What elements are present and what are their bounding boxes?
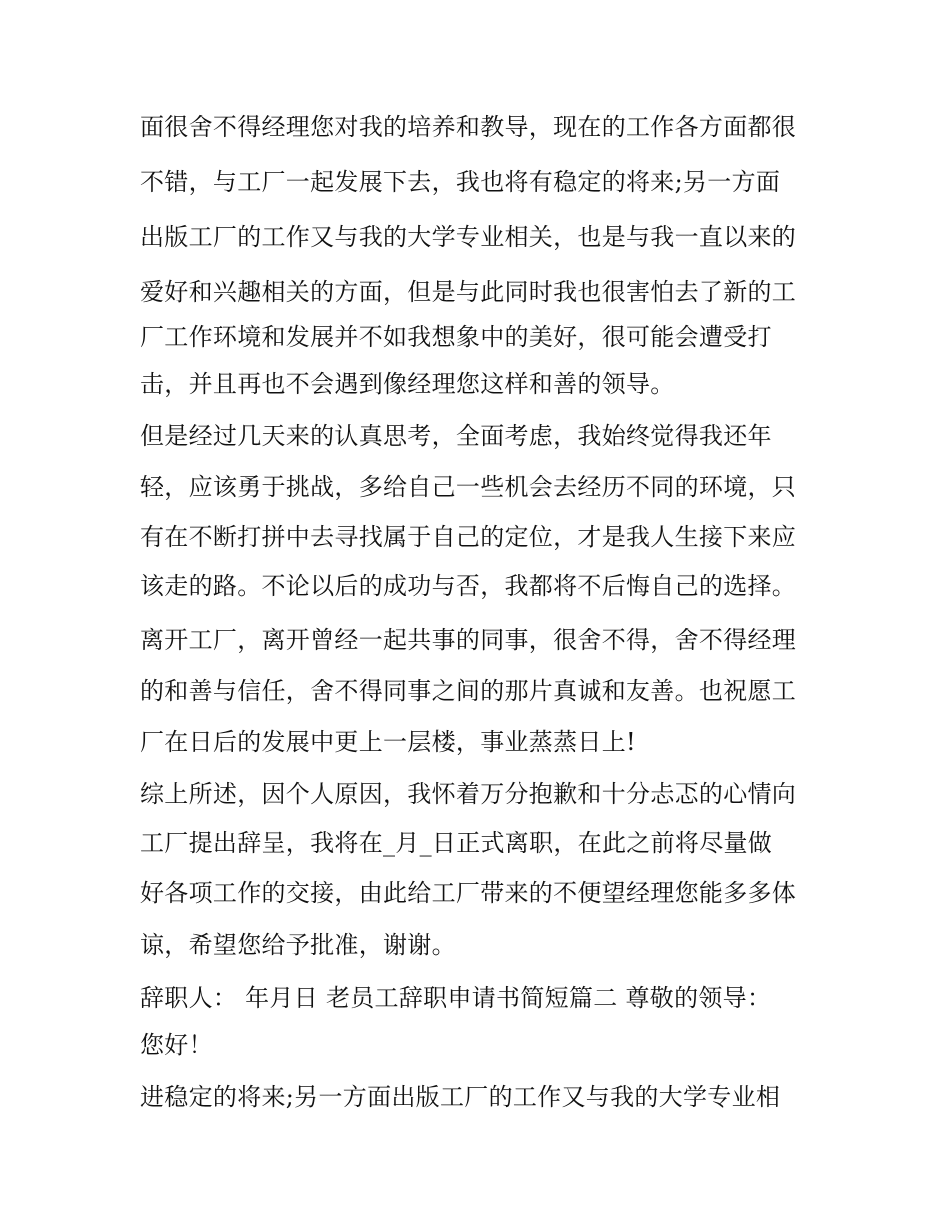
text-line-20: 进稳定的将来;另一方面出版工厂的工作又与我的大学专业相 — [140, 1083, 781, 1111]
text-line-11: 离开工厂，离开曾经一起共事的同事，很舍不得，舍不得经理 — [140, 626, 797, 654]
text-line-3: 出版工厂的工作又与我的大学专业相关，也是与我一直以来的 — [140, 223, 797, 251]
text-line-2: 不错，与工厂一起发展下去，我也将有稳定的将来;另一方面 — [140, 168, 781, 196]
text-line-16: 好各项工作的交接，由此给工厂带来的不便望经理您能多多体 — [140, 879, 797, 907]
text-line-6: 击，并且再也不会遇到像经理您这样和善的领导。 — [140, 370, 675, 398]
text-line-4: 爱好和兴趣相关的方面，但是与此同时我也很害怕去了新的工 — [140, 278, 797, 306]
text-line-18: 辞职人： 年月日 老员工辞职申请书简短篇二 尊敬的领导： — [140, 984, 772, 1012]
text-line-5: 厂工作环境和发展并不如我想象中的美好，很可能会遭受打 — [140, 323, 772, 351]
text-line-13: 厂在日后的发展中更上一层楼，事业蒸蒸日上! — [140, 728, 636, 756]
text-line-19: 您好！ — [140, 1031, 213, 1059]
text-line-1: 面很舍不得经理您对我的培养和教导，现在的工作各方面都很 — [140, 113, 797, 141]
text-line-8: 轻，应该勇于挑战，多给自己一些机会去经历不同的环境，只 — [140, 473, 797, 501]
text-line-14: 综上所述，因个人原因，我怀着万分抱歉和十分忐忑的心情向 — [140, 780, 797, 808]
text-line-10: 该走的路。不论以后的成功与否，我都将不后悔自己的选择。 — [140, 572, 797, 600]
text-line-15: 工厂提出辞呈，我将在_月_日正式离职，在此之前将尽量做 — [140, 829, 773, 857]
text-line-12: 的和善与信任，舍不得同事之间的那片真诚和友善。也祝愿工 — [140, 677, 797, 705]
text-line-9: 有在不断打拼中去寻找属于自己的定位，才是我人生接下来应 — [140, 523, 797, 551]
text-line-7: 但是经过几天来的认真思考，全面考虑，我始终觉得我还年 — [140, 422, 772, 450]
text-line-17: 谅，希望您给予批准，谢谢。 — [140, 931, 456, 959]
